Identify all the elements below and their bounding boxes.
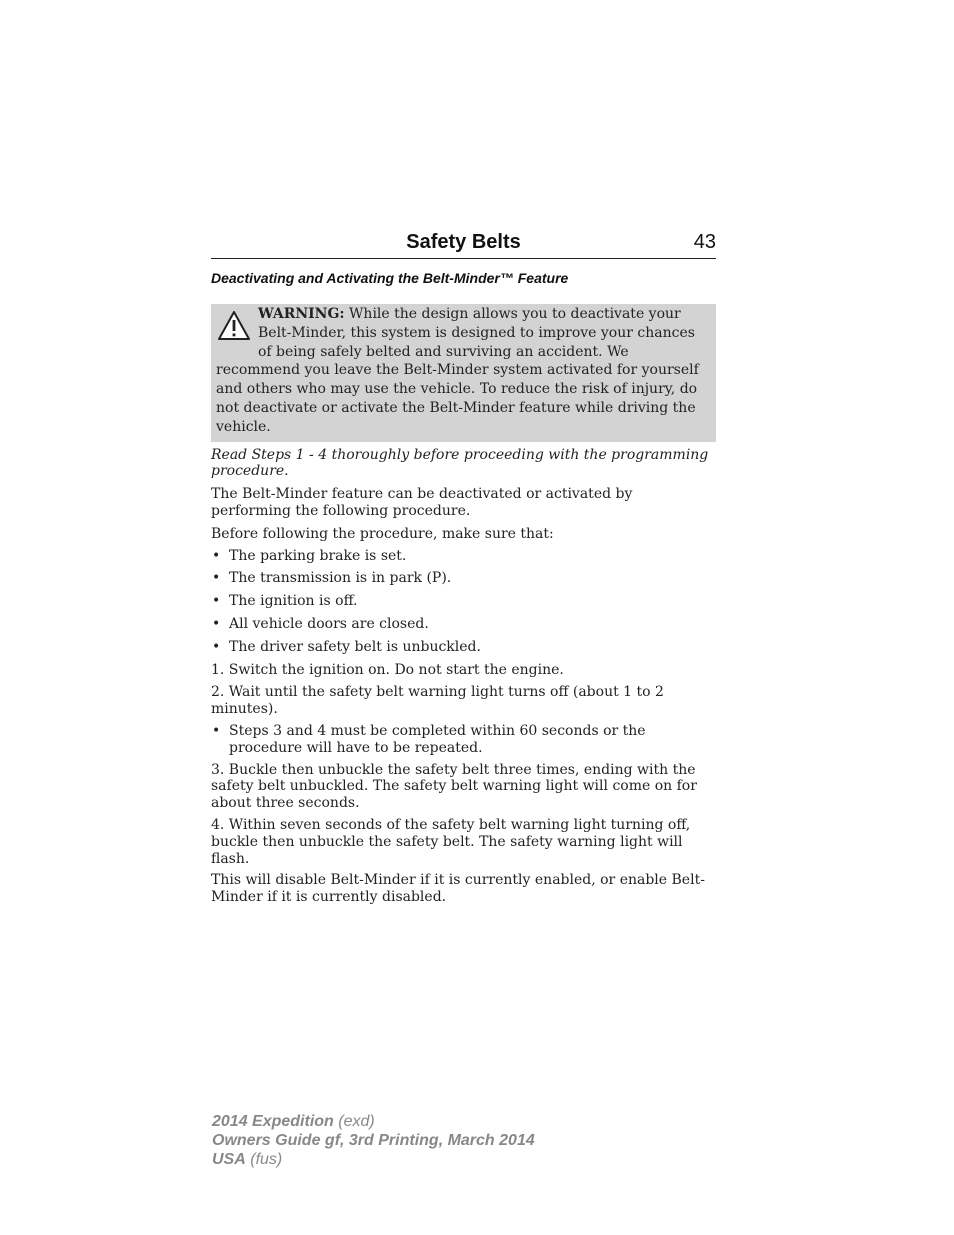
paragraph: The Belt-Minder feature can be deactivated or activated by performing the following procedure.: [211, 486, 633, 519]
section-title: Safety Belts: [406, 231, 521, 253]
step-2: 2. Wait until the safety belt warning light turns off (about 1 to 2 minutes).: [211, 684, 664, 718]
list-item: • The parking brake is set.: [212, 547, 407, 564]
step-1: 1. Switch the ignition on. Do not start the engine.: [211, 661, 564, 678]
page-footer: [212, 1112, 535, 1169]
list-item: • The ignition is off.: [212, 593, 358, 610]
warning-text: While the design allows you to deactivate your Belt-Minder, this system is designed to improve your chances of being safely belted and surviving an accident. We recommend you leave the Belt-Minder system activated for yourself and others who may use the vehicle. To reduce the risk of injury, do not deactivate or activate the Belt-Minder feature while driving the vehicle.: [216, 306, 699, 435]
step-3: 3. Buckle then unbuckle the safety belt three times, ending with the safety belt unbuckled. The safety belt warning light will come on for about three seconds.: [211, 761, 697, 812]
warning-box: [211, 304, 716, 442]
warning-label: WARNING:: [258, 306, 345, 322]
footer-line-market: USA (fus): [212, 1151, 283, 1168]
list-item: • All vehicle doors are closed.: [212, 615, 429, 632]
footer-line-guide: Owners Guide gf, 3rd Printing, March 2014: [212, 1132, 535, 1149]
list-item: • Steps 3 and 4 must be completed within 60 seconds or the procedure will have to be repeated.: [212, 722, 646, 756]
list-item: • The driver safety belt is unbuckled.: [212, 638, 481, 655]
step-4: 4. Within seven seconds of the safety belt warning light turning off, buckle then unbuckle the safety belt. The safety warning light will flash.: [211, 816, 691, 867]
warning-triangle-icon: [216, 309, 252, 343]
page-header: [211, 229, 716, 259]
page-number: 43: [693, 231, 716, 253]
closing-paragraph: This will disable Belt-Minder if it is currently enabled, or enable Belt-Minder if it is currently disabled.: [211, 872, 705, 906]
paragraph: Before following the procedure, make sure that:: [211, 525, 554, 542]
footer-line-model: 2014 Expedition (exd): [212, 1113, 375, 1130]
list-item: • The transmission is in park (P).: [212, 570, 452, 587]
body-content: [211, 447, 716, 906]
intro-note: Read Steps 1 - 4 thoroughly before proceeding with the programming procedure.: [211, 446, 709, 480]
manual-page: [211, 229, 716, 906]
subheading: Deactivating and Activating the Belt-Minder™ Feature: [211, 270, 569, 286]
